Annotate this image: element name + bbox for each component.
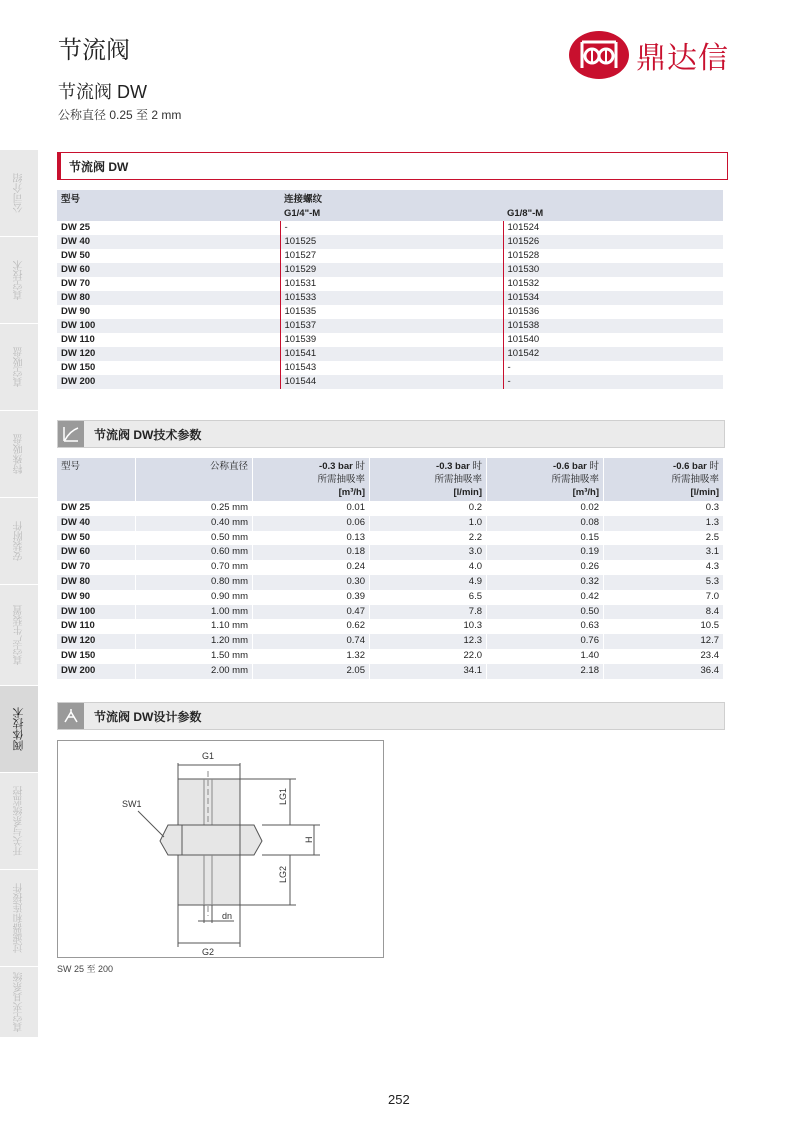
table-cell: DW 150 (61, 362, 96, 373)
table-cell: 101528 (503, 249, 723, 263)
table-cell: 36.4 (604, 664, 724, 679)
table-cell: 12.7 (604, 634, 724, 649)
table-cell: DW 80 (57, 575, 136, 590)
side-nav-item-vacuum-generation[interactable]: 真空产生装置 (0, 585, 38, 686)
table-row (57, 263, 723, 277)
side-nav-item-filters[interactable]: 过滤器和连接件 (0, 870, 38, 967)
page-title: 节流阀 (58, 37, 130, 64)
logo-text: 鼎达信 (636, 41, 729, 76)
table-cell: 0.76 (487, 634, 604, 649)
table-cell: 2.2 (370, 531, 487, 546)
table-cell: 3.1 (604, 545, 724, 560)
table-row (57, 221, 723, 235)
table-cell: DW 50 (61, 250, 91, 261)
table-cell: 101527 (280, 249, 503, 263)
page-number: 252 (388, 1092, 410, 1107)
chart-icon (58, 421, 84, 447)
table-row (57, 361, 723, 375)
tech-table (57, 458, 723, 679)
table-cell: 0.13 (253, 531, 370, 546)
table-cell: 101532 (503, 277, 723, 291)
table-cell: 0.06 (253, 516, 370, 531)
table-cell: 101533 (280, 291, 503, 305)
table-cell: 0.50 (487, 605, 604, 620)
table-cell: 1.0 (370, 516, 487, 531)
table-cell: DW 70 (61, 278, 91, 289)
table-cell: 1.40 (487, 649, 604, 664)
table-cell: DW 70 (61, 561, 91, 573)
table-row (57, 333, 723, 347)
table-cell: - (503, 361, 723, 375)
logo-mark-icon (568, 30, 630, 80)
technical-drawing (57, 740, 384, 958)
col-model-header: 型号 (57, 458, 136, 501)
table-cell: 101540 (503, 333, 723, 347)
table-row (57, 319, 723, 333)
table-cell: DW 200 (57, 375, 280, 389)
ordering-table (57, 190, 723, 389)
table-cell: 5.3 (604, 575, 724, 590)
table-cell: 0.70 mm (136, 560, 253, 575)
table-cell: 1.10 mm (136, 619, 253, 634)
drawing-caption: SW 25 至 200 (57, 964, 114, 974)
table-cell: 0.32 (487, 575, 604, 590)
section-tech-title: 节流阀 DW技术参数 (94, 427, 202, 442)
table-cell: 7.8 (370, 605, 487, 620)
table-cell: 0.02 (487, 501, 604, 516)
table-cell: 101537 (280, 319, 503, 333)
table-cell: 0.80 mm (136, 575, 253, 590)
table-cell: 2.18 (487, 664, 604, 679)
svg-text:G2: G2 (202, 947, 215, 957)
table-row (57, 305, 723, 319)
table-cell: DW 110 (61, 620, 95, 632)
table-cell: 0.30 (253, 575, 370, 590)
section-ordering-title: 节流阀 DW (69, 159, 129, 174)
table-cell: 101542 (503, 347, 723, 361)
table-row (57, 291, 723, 305)
table-cell: DW 40 (57, 235, 280, 249)
table-cell: 101535 (280, 305, 503, 319)
table-cell: DW 25 (61, 502, 91, 513)
table-row (57, 501, 723, 516)
table-cell: 0.40 mm (136, 516, 253, 531)
table-cell: - (280, 221, 503, 235)
table-row (57, 649, 723, 664)
table-row (57, 575, 723, 590)
table-cell: DW 25 (61, 222, 91, 233)
table-cell: 101530 (503, 263, 723, 277)
table-cell: DW 60 (57, 263, 280, 277)
table-cell: 4.9 (370, 575, 487, 590)
table-cell: 1.3 (604, 516, 724, 531)
svg-text:LG1: LG1 (278, 787, 288, 805)
table-row (57, 545, 723, 560)
table-cell: 101526 (503, 235, 723, 249)
table-cell: 0.15 (487, 531, 604, 546)
section-design-title: 节流阀 DW设计参数 (94, 709, 202, 724)
table-cell: 0.18 (253, 545, 370, 560)
table-cell: 0.25 mm (136, 501, 253, 516)
table-row (57, 375, 723, 389)
table-row (57, 619, 723, 634)
table-row (57, 590, 723, 605)
svg-text:SW1: SW1 (122, 799, 142, 809)
side-nav-item-gripper[interactable]: 真空夹具系统 (0, 967, 38, 1038)
table-cell: DW 100 (57, 319, 280, 333)
table-cell: 101536 (503, 305, 723, 319)
table-cell: 0.47 (253, 605, 370, 620)
product-description: 公称直径 0.25 至 2 mm (58, 108, 182, 122)
svg-text:G1: G1 (202, 751, 215, 761)
table-cell: 4.0 (370, 560, 487, 575)
col-nominal-header: 公称直径 (136, 458, 253, 501)
table-row (57, 249, 723, 263)
table-cell: 101524 (503, 221, 723, 235)
col-model-header: 型号 (57, 190, 280, 206)
company-logo (568, 30, 729, 80)
table-cell: 101538 (503, 319, 723, 333)
table-row (57, 277, 723, 291)
table-cell: DW 150 (61, 649, 96, 661)
table-cell: 0.2 (370, 501, 487, 516)
table-cell: DW 120 (57, 347, 280, 361)
table-cell: DW 120 (57, 634, 136, 649)
col-06-m3h-header: -0.6 bar 时 所需抽吸率 [m³/h] (487, 458, 604, 501)
table-cell: 0.74 (253, 634, 370, 649)
table-cell: DW 40 (57, 516, 136, 531)
table-cell: 101543 (280, 361, 503, 375)
section-design-header (57, 702, 725, 730)
col-06-lmin-header: -0.6 bar 时 所需抽吸率 [l/min] (604, 458, 724, 501)
table-cell: DW 100 (57, 605, 136, 620)
table-cell: DW 80 (57, 291, 280, 305)
svg-text:H: H (304, 836, 314, 843)
table-cell: 2.00 mm (136, 664, 253, 679)
side-nav-item-company[interactable]: 公司介绍 (0, 150, 38, 237)
table-cell: 101544 (280, 375, 503, 389)
table-row (57, 605, 723, 620)
col-03-lmin-header: -0.3 bar 时 所需抽吸率 [l/min] (370, 458, 487, 501)
table-cell: 101539 (280, 333, 503, 347)
table-cell: 8.4 (604, 605, 724, 620)
table-cell: 0.60 mm (136, 545, 253, 560)
table-cell: 10.5 (604, 619, 724, 634)
svg-text:dn: dn (222, 911, 233, 921)
table-cell: DW 50 (61, 531, 91, 543)
table-row (57, 560, 723, 575)
col-g18-header: G1/8"-M (503, 206, 723, 221)
side-nav-item-vacuum-tech[interactable]: 真空技术 (0, 237, 38, 324)
table-cell: 12.3 (370, 634, 487, 649)
table-cell: 0.01 (253, 501, 370, 516)
table-cell: 1.20 mm (136, 634, 253, 649)
table-cell: 0.50 mm (136, 531, 253, 546)
table-cell: 4.3 (604, 560, 724, 575)
table-cell: 0.24 (253, 560, 370, 575)
table-cell: 7.0 (604, 590, 724, 605)
table-cell: 101529 (280, 263, 503, 277)
side-nav-item-mounting[interactable]: 安装附件 (0, 498, 38, 585)
side-nav-item-switches[interactable]: 开关与系统监控 (0, 773, 38, 870)
table-cell: 0.62 (253, 619, 370, 634)
table-cell: 101525 (280, 235, 503, 249)
table-cell: 22.0 (370, 649, 487, 664)
table-cell: 0.08 (487, 516, 604, 531)
table-cell: DW 60 (57, 545, 136, 560)
table-cell: DW 90 (61, 306, 91, 317)
table-cell: 0.63 (487, 619, 604, 634)
table-cell: 101534 (503, 291, 723, 305)
table-cell: - (503, 375, 723, 389)
section-tech-header (57, 420, 725, 448)
side-nav-item-special-cups[interactable]: 特殊吸盘 (0, 411, 38, 498)
table-cell: 34.1 (370, 664, 487, 679)
product-subtitle: 节流阀 DW (58, 82, 147, 102)
side-nav-item-valve-tech[interactable]: 阀体技术 (0, 686, 38, 773)
table-cell: 2.05 (253, 664, 370, 679)
table-row (57, 347, 723, 361)
table-row (57, 531, 723, 546)
table-cell: 2.5 (604, 531, 724, 546)
table-cell: 0.26 (487, 560, 604, 575)
section-ordering-header (57, 152, 728, 180)
table-cell: DW 90 (61, 590, 91, 602)
table-cell: 3.0 (370, 545, 487, 560)
table-cell: 0.39 (253, 590, 370, 605)
table-row (57, 235, 723, 249)
table-cell: 10.3 (370, 619, 487, 634)
caliper-icon (58, 703, 84, 729)
table-cell: 1.50 mm (136, 649, 253, 664)
table-cell: DW 200 (57, 664, 136, 679)
table-cell: 0.42 (487, 590, 604, 605)
table-cell: 0.90 mm (136, 590, 253, 605)
table-row (57, 516, 723, 531)
table-cell: DW 110 (61, 334, 95, 345)
table-cell: 6.5 (370, 590, 487, 605)
table-cell: 1.00 mm (136, 605, 253, 620)
table-row (57, 634, 723, 649)
col-03-m3h-header: -0.3 bar 时 所需抽吸率 [m³/h] (253, 458, 370, 501)
col-connection-header: 连接螺纹 (280, 190, 723, 206)
table-cell: 1.32 (253, 649, 370, 664)
table-cell: 0.3 (604, 501, 724, 516)
col-g14-header: G1/4"-M (280, 206, 503, 221)
table-cell: 101541 (280, 347, 503, 361)
valve-drawing-svg (58, 741, 383, 957)
svg-text:LG2: LG2 (278, 865, 288, 883)
table-row (57, 664, 723, 679)
table-cell: 23.4 (604, 649, 724, 664)
table-cell: 101531 (280, 277, 503, 291)
side-nav-item-suction-cups[interactable]: 真空吸盘 (0, 324, 38, 411)
table-cell: 0.19 (487, 545, 604, 560)
